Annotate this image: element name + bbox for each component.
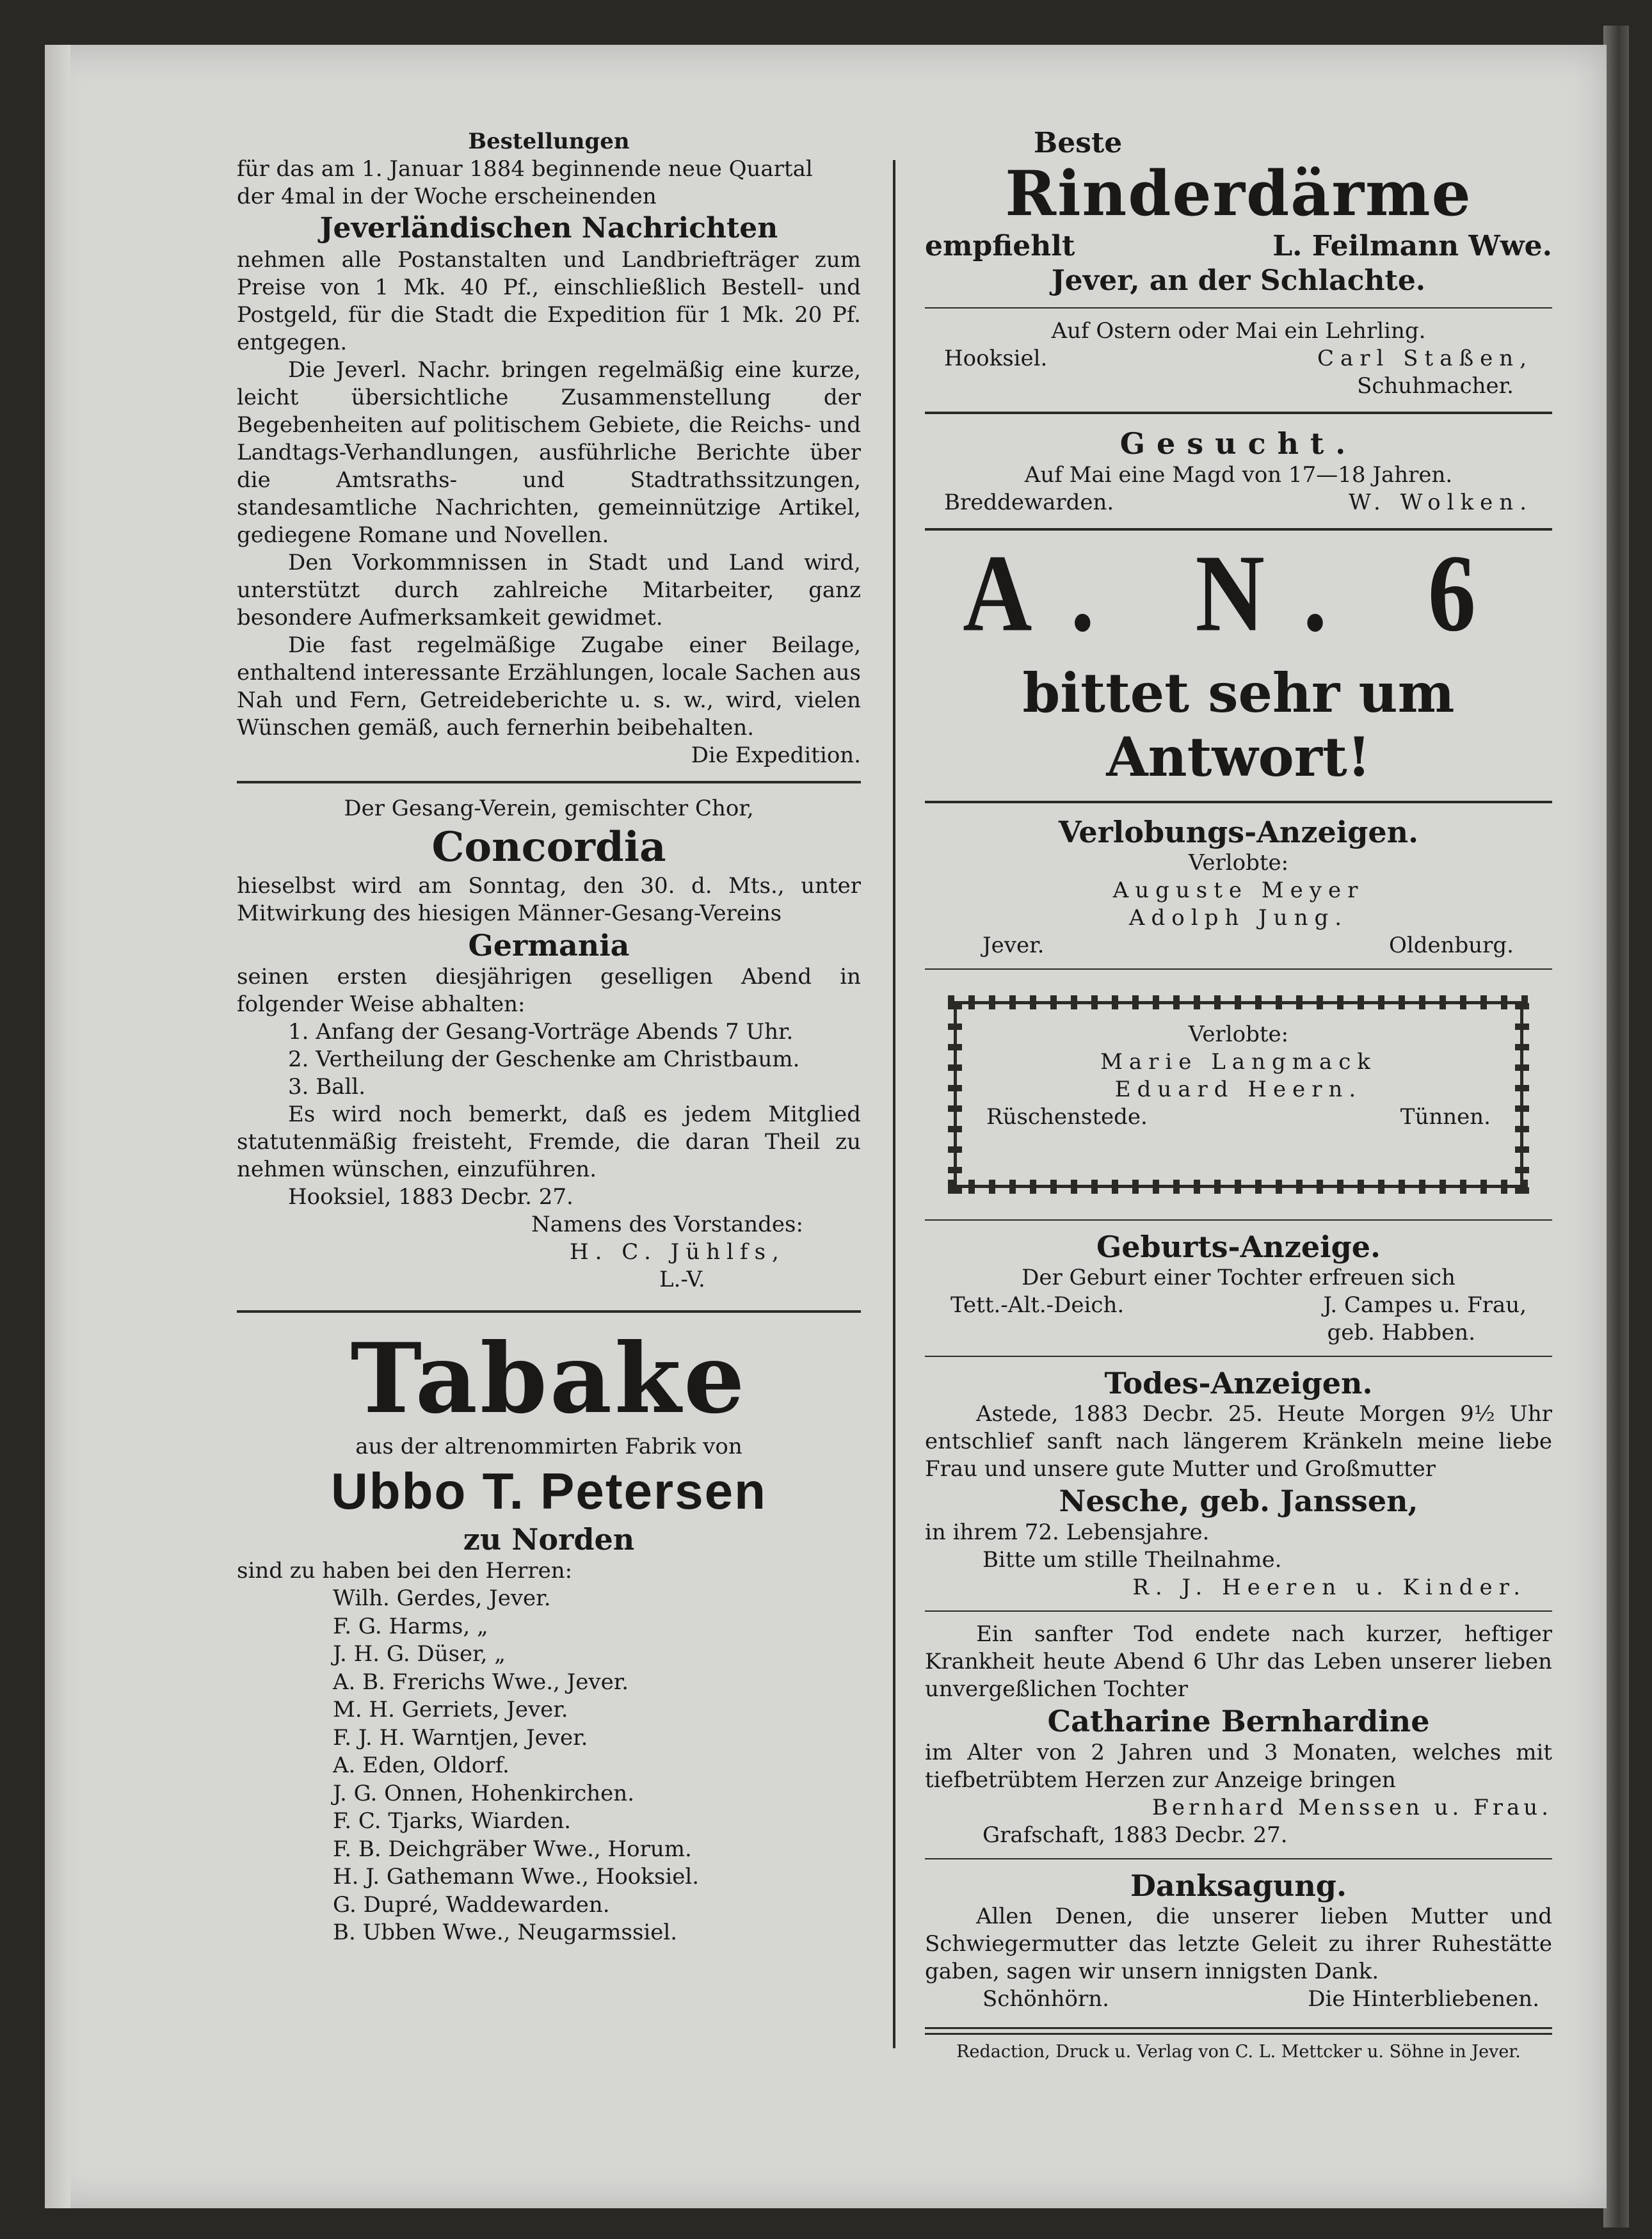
rinder-beste: Beste bbox=[1034, 127, 1123, 159]
gesucht-row bbox=[925, 489, 1552, 517]
an6-title: A. N. 6 bbox=[963, 532, 1514, 655]
todes-ad-2 bbox=[925, 1621, 1552, 1849]
divider bbox=[925, 1610, 1552, 1612]
list-item: A. B. Frerichs Wwe., Jever. bbox=[333, 1669, 629, 1695]
tod1-age: in ihrem 72. Lebensjahre. bbox=[925, 1520, 1210, 1545]
concordia-sig-3: L.-V. bbox=[659, 1267, 705, 1292]
an6-sub: bittet sehr um Antwort! bbox=[1022, 661, 1455, 789]
tod2-name: Catharine Bernhardine bbox=[1047, 1704, 1430, 1738]
concordia-ad bbox=[237, 795, 861, 1294]
lehrling-ad bbox=[925, 317, 1552, 400]
tod2-place-date: Grafschaft, 1883 Decbr. 27. bbox=[982, 1822, 1288, 1848]
todes-ad-1 bbox=[925, 1366, 1552, 1601]
rinderdaerme-ad bbox=[925, 128, 1552, 298]
notice-body-3: Den Vorkommnissen in Stadt und Land wird, unterstützt durch zahlreiche Mitarbeiter, ganz besondere Aufmerksamkeit gewidmet. bbox=[237, 550, 861, 630]
ornament-content bbox=[986, 1021, 1491, 1131]
tod2-text: Ein sanfter Tod endete nach kurzer, heftiger Krankheit heute Abend 6 Uhr das Leben unserer lieben unvergeßlichen Tochter bbox=[925, 1621, 1552, 1702]
lehrling-trade: Schuhmacher. bbox=[1357, 373, 1514, 399]
subscription-notice bbox=[237, 128, 861, 769]
an6-ad bbox=[925, 532, 1552, 789]
tod1-name: Nesche, geb. Janssen, bbox=[1059, 1484, 1418, 1518]
verlobung1-name-1: Auguste Meyer bbox=[1112, 878, 1365, 903]
concordia-body-1: hieselbst wird am Sonntag, den 30. d. Mts., unter Mitwirkung des hiesigen Männer-Gesang-Vereins bbox=[237, 873, 861, 926]
verlobung-title: Verlobungs-Anzeigen. bbox=[1058, 815, 1419, 849]
divider bbox=[237, 1310, 861, 1313]
notice-signature: Die Expedition. bbox=[691, 742, 861, 768]
concordia-body-3: Es wird noch bemerkt, daß es jedem Mitglied statutenmäßig freisteht, Fremde, die daran Theil zu nehmen wünschen, einzuführen. bbox=[237, 1102, 861, 1182]
tabake-intro: sind zu haben bei den Herren: bbox=[237, 1558, 573, 1584]
concordia-item-1: 1. Anfang der Gesang-Vorträge Abends 7 Uhr. bbox=[288, 1019, 794, 1045]
list-item: H. J. Gathemann Wwe., Hooksiel. bbox=[333, 1864, 700, 1890]
lehrling-place: Hooksiel. bbox=[944, 346, 1048, 371]
notice-line-2: der 4mal in der Woche erscheinenden bbox=[237, 184, 657, 209]
list-item: F. C. Tjarks, Wiarden. bbox=[333, 1808, 572, 1834]
rinder-row bbox=[925, 229, 1552, 264]
geburt-row bbox=[925, 1292, 1552, 1319]
list-item: B. Ubben Wwe., Neugarmssiel. bbox=[333, 1920, 678, 1945]
tabake-place: zu Norden bbox=[463, 1522, 635, 1557]
divider bbox=[925, 801, 1552, 803]
verlobung2-place-1: Rüschenstede. bbox=[986, 1104, 1148, 1130]
tabake-firm: Ubbo T. Petersen bbox=[330, 1463, 767, 1520]
concordia-body-2: seinen ersten diesjährigen geselligen Abend in folgender Weise abhalten: bbox=[237, 964, 861, 1017]
list-item: Wilh. Gerdes, Jever. bbox=[333, 1585, 551, 1611]
tabake-ad bbox=[237, 1324, 861, 1947]
list-item: F. B. Deichgräber Wwe., Horum. bbox=[333, 1836, 692, 1862]
dank-row bbox=[925, 1986, 1552, 2013]
book-spine-edge bbox=[1603, 26, 1629, 2227]
dank-text: Allen Denen, die unserer lieben Mutter und Schwiegermutter das letzte Geleit zu ihrer Ruhestätte gaben, sagen wir unsern innigsten Dank. bbox=[925, 1904, 1552, 1984]
verlobung2-name-2: Eduard Heern. bbox=[1114, 1077, 1363, 1102]
concordia-place-date: Hooksiel, 1883 Decbr. 27. bbox=[288, 1184, 573, 1210]
divider bbox=[925, 528, 1552, 531]
dank-place: Schönhörn. bbox=[982, 1986, 1109, 2012]
divider bbox=[925, 968, 1552, 970]
todes-title: Todes-Anzeigen. bbox=[1104, 1366, 1373, 1400]
page-gutter-shade bbox=[45, 45, 70, 2208]
divider bbox=[925, 412, 1552, 414]
germania-title: Germania bbox=[468, 928, 630, 963]
lehrling-line: Auf Ostern oder Mai ein Lehrling. bbox=[1051, 318, 1426, 344]
lehrling-name: Carl Staßen, bbox=[1317, 346, 1533, 371]
verlobung1-name-2: Adolph Jung. bbox=[1128, 905, 1349, 931]
column-divider bbox=[893, 160, 895, 2048]
notice-title: Bestellungen bbox=[468, 129, 630, 154]
notice-body-2: Die Jeverl. Nachr. bringen regelmäßig eine kurze, leicht übersichtliche Zusammenstellung der Begebenheiten auf politischem Gebiete, die Reichs- und Landtags-Verhandlungen, ausführliche Berichte über die Amtsraths- und Stadtrathssitzungen, standesamtliche Nachrichten, gemeinnützige Artikel, gediegene Romane und Novellen. bbox=[237, 357, 861, 548]
list-item: F. J. H. Warntjen, Jever. bbox=[333, 1724, 588, 1751]
imprint: Redaction, Druck u. Verlag von C. L. Mettcker u. Söhne in Jever. bbox=[956, 2042, 1521, 2062]
divider bbox=[925, 1356, 1552, 1357]
concordia-sig-1: Namens des Vorstandes: bbox=[531, 1212, 803, 1237]
list-item: J. G. Onnen, Hohenkirchen. bbox=[333, 1780, 635, 1806]
verlobung1-place-2: Oldenburg. bbox=[1388, 933, 1514, 958]
rinder-title: Rinderdärme bbox=[1005, 157, 1472, 230]
tod2-text-2: im Alter von 2 Jahren und 3 Monaten, welches mit tiefbetrübtem Herzen zur Anzeige bringen bbox=[925, 1740, 1552, 1793]
concordia-item-3: 3. Ball. bbox=[288, 1074, 366, 1100]
paper-name: Jeverländischen Nachrichten bbox=[319, 212, 778, 245]
verlobung2-row bbox=[986, 1103, 1491, 1131]
notice-body-1: nehmen alle Postanstalten und Landbriefträger zum Preise von 1 Mk. 40 Pf., einschließlich Bestell- und Postgeld, für die Stadt die Expedition für 1 Mk. 20 Pf. entgegen. bbox=[237, 247, 861, 355]
divider bbox=[925, 1219, 1552, 1221]
lehrling-row bbox=[925, 345, 1552, 373]
gesucht-name: W. Wolken. bbox=[1348, 490, 1533, 515]
rinder-seller: L. Feilmann Wwe. bbox=[1272, 230, 1552, 262]
notice-body-4: Die fast regelmäßige Zugabe einer Beilage, enthaltend interessante Erzählungen, locale Sachen aus Nah und Fern, Getreideberichte u. s. w., wird, vielen Wünschen gemäß, auch fernerhin beibehalten. bbox=[237, 632, 861, 741]
divider bbox=[925, 1858, 1552, 1859]
verlobung-ad-2 bbox=[931, 979, 1546, 1210]
geburt-ad bbox=[925, 1230, 1552, 1347]
concordia-intro: Der Gesang-Verein, gemischter Chor, bbox=[344, 796, 754, 821]
footer-divider bbox=[925, 2027, 1552, 2035]
divider bbox=[237, 781, 861, 783]
list-item: G. Dupré, Waddewarden. bbox=[333, 1891, 610, 1918]
rinder-address: Jever, an der Schlachte. bbox=[1051, 264, 1426, 297]
concordia-title: Concordia bbox=[431, 823, 666, 871]
verlobung2-label: Verlobte: bbox=[1188, 1022, 1289, 1047]
tod2-signature: Bernhard Menssen u. Frau. bbox=[1151, 1795, 1552, 1820]
verlobung-ad-1 bbox=[925, 815, 1552, 959]
verlobung1-label: Verlobte: bbox=[1188, 850, 1289, 876]
verlobung1-row bbox=[925, 932, 1552, 959]
concordia-item-2: 2. Vertheilung der Geschenke am Christbaum. bbox=[288, 1047, 800, 1072]
dank-signature: Die Hinterbliebenen. bbox=[1308, 1986, 1539, 2012]
gesucht-title: Gesucht. bbox=[1119, 426, 1358, 461]
gesucht-line: Auf Mai eine Magd von 17—18 Jahren. bbox=[1024, 462, 1453, 488]
verlobung1-place-1: Jever. bbox=[982, 933, 1045, 958]
tabake-title: Tabake bbox=[350, 1322, 748, 1435]
geburt-line: Der Geburt einer Tochter erfreuen sich bbox=[1022, 1265, 1456, 1290]
gesucht-place: Breddewarden. bbox=[944, 490, 1114, 515]
geburt-place: Tett.-Alt.-Deich. bbox=[950, 1292, 1125, 1318]
tabake-sub: aus der altrenommirten Fabrik von bbox=[355, 1434, 742, 1459]
list-item: F. G. Harms, „ bbox=[333, 1613, 488, 1639]
geburt-name: J. Campes u. Frau, bbox=[1323, 1292, 1527, 1318]
tod1-signature: R. J. Heeren u. Kinder. bbox=[1132, 1575, 1527, 1600]
list-item: J. H. G. Düser, „ bbox=[333, 1641, 506, 1667]
left-column bbox=[237, 128, 861, 1947]
divider bbox=[925, 307, 1552, 309]
dank-title: Danksagung. bbox=[1130, 1868, 1347, 1903]
list-item: M. H. Gerriets, Jever. bbox=[333, 1697, 568, 1722]
tod1-request: Bitte um stille Theilnahme. bbox=[982, 1547, 1282, 1573]
list-item: A. Eden, Oldorf. bbox=[333, 1753, 509, 1778]
danksagung-ad bbox=[925, 1868, 1552, 2013]
verlobung2-place-2: Tünnen. bbox=[1400, 1104, 1491, 1130]
verlobung2-name-1: Marie Langmack bbox=[1100, 1049, 1377, 1075]
tod1-text: Astede, 1883 Decbr. 25. Heute Morgen 9½ Uhr entschlief sanft nach längerem Kränkeln meine liebe Frau und unsere gute Mutter und Großmutter bbox=[925, 1401, 1552, 1482]
concordia-sig-2: H. C. Jühlfs, bbox=[570, 1239, 785, 1265]
notice-line-1: für das am 1. Januar 1884 beginnende neue Quartal bbox=[237, 156, 813, 182]
right-column bbox=[925, 128, 1552, 2063]
gesucht-ad bbox=[925, 426, 1552, 517]
dealer-list bbox=[237, 1585, 861, 1947]
geburt-nee: geb. Habben. bbox=[1327, 1320, 1475, 1345]
rinder-left: empfiehlt bbox=[925, 230, 1075, 262]
geburt-title: Geburts-Anzeige. bbox=[1096, 1230, 1381, 1264]
